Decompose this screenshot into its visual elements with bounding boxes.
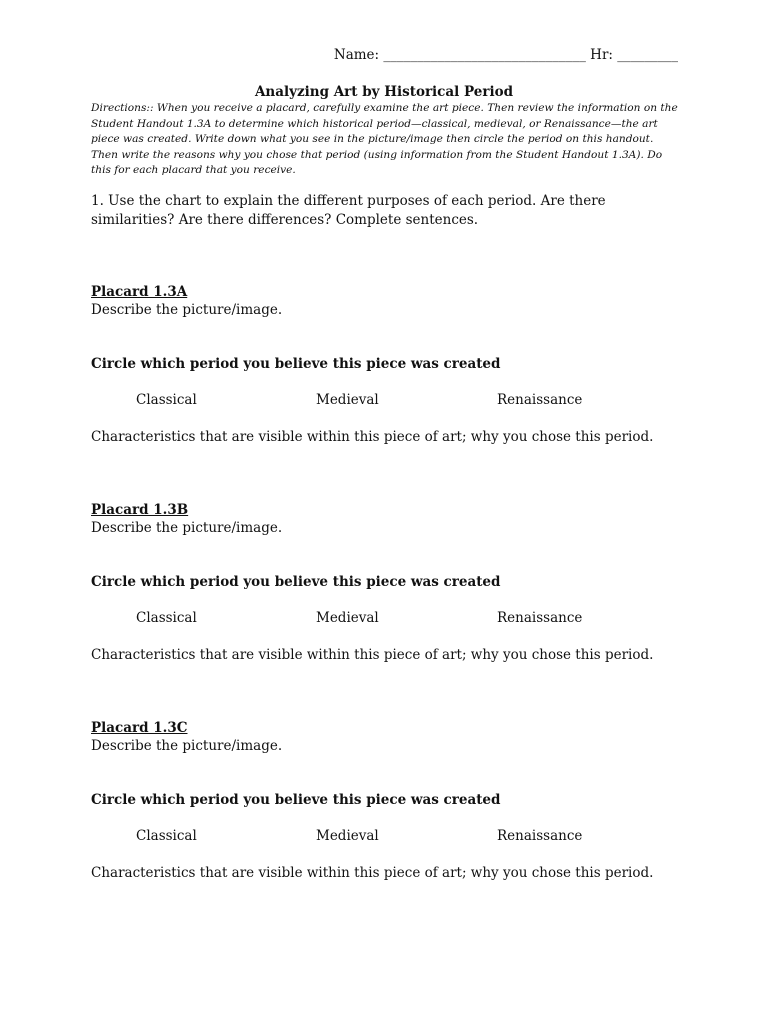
question-1: 1. Use the chart to explain the different purposes of each period. Are there similarities? Are there differences? Complete sentences. — [91, 193, 606, 228]
placard-heading: Placard 1.3B — [91, 502, 189, 518]
period-option-medieval: Medieval — [316, 828, 379, 844]
period-option-medieval: Medieval — [316, 392, 379, 408]
period-option-classical: Classical — [136, 828, 197, 844]
characteristics-prompt: Characteristics that are visible within this piece of art; why you chose this period. — [91, 647, 654, 663]
describe-prompt: Describe the picture/image. — [91, 520, 283, 536]
period-option-medieval: Medieval — [316, 610, 379, 626]
period-option-classical: Classical — [136, 392, 197, 408]
describe-prompt: Describe the picture/image. — [91, 302, 283, 318]
characteristics-prompt: Characteristics that are visible within this piece of art; why you chose this period. — [91, 865, 654, 881]
period-option-renaissance: Renaissance — [497, 610, 583, 626]
circle-period-prompt: Circle which period you believe this piece was created — [91, 574, 501, 590]
period-option-classical: Classical — [136, 610, 197, 626]
directions-text: Directions:: When you receive a placard, carefully examine the art piece. Then review the information on the Student Handout 1.3A to determine which historical period—classical, medieval, or Renaissance—the art piece was created. Write down what you see in the picture/image then circle the period on this handout. Then write the reasons why you chose that period (using information from the Student Handout 1.3A). Do this for each placard that you receive. — [91, 102, 678, 177]
describe-prompt: Describe the picture/image. — [91, 738, 283, 754]
period-option-renaissance: Renaissance — [497, 828, 583, 844]
placard-heading: Placard 1.3C — [91, 720, 188, 736]
page-title: Analyzing Art by Historical Period — [254, 84, 514, 100]
characteristics-prompt: Characteristics that are visible within this piece of art; why you chose this period. — [91, 429, 654, 445]
circle-period-prompt: Circle which period you believe this piece was created — [91, 356, 501, 372]
name-hour-line: Name: ______________________________ Hr: _________ — [333, 47, 678, 63]
placard-heading: Placard 1.3A — [91, 284, 188, 300]
period-option-renaissance: Renaissance — [497, 392, 583, 408]
circle-period-prompt: Circle which period you believe this piece was created — [91, 792, 501, 808]
